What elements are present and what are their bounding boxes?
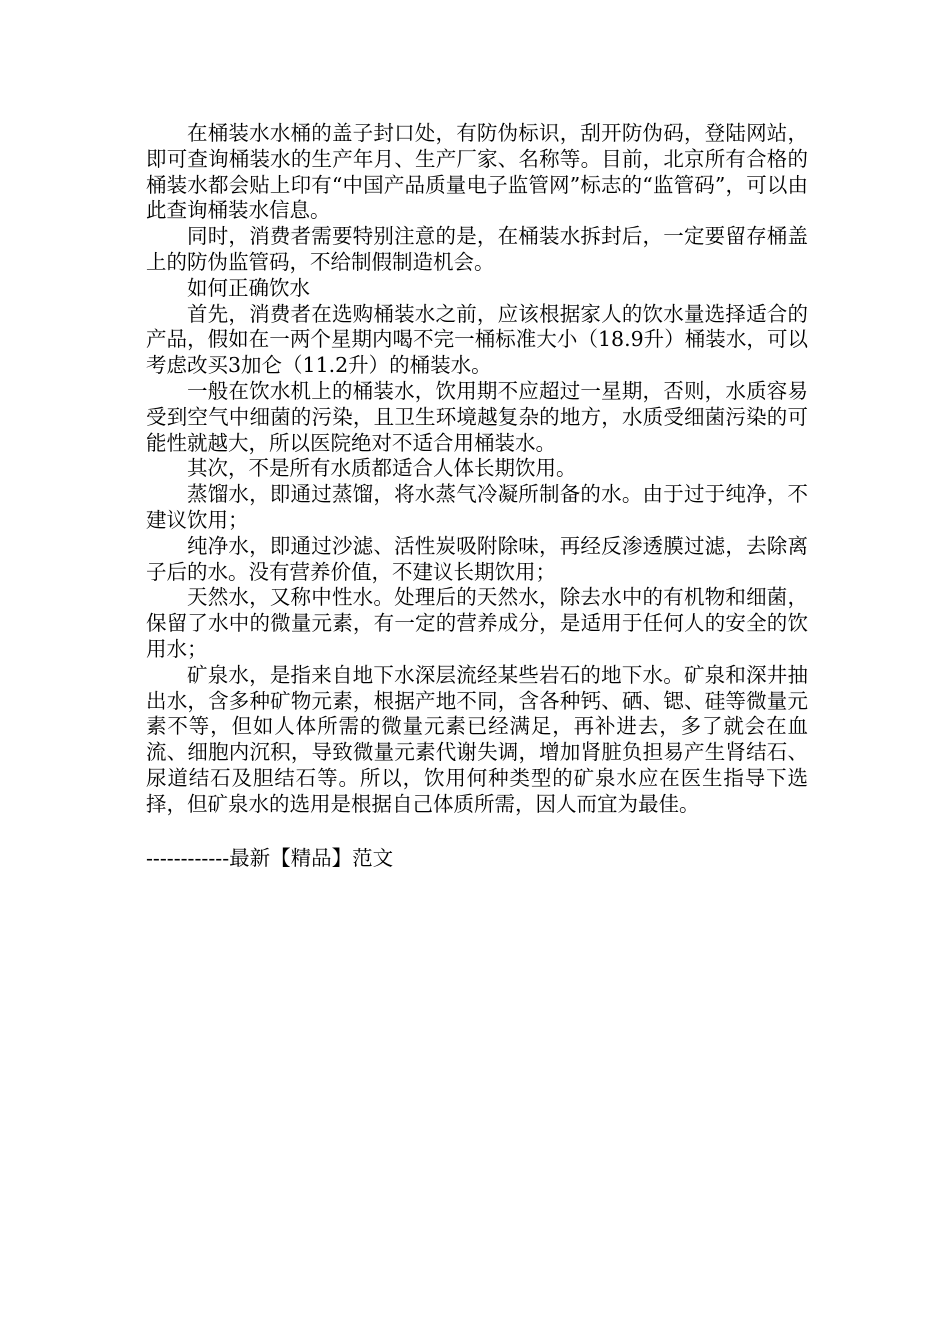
paragraph-choose-product: 首先，消费者在选购桶装水之前，应该根据家人的饮水量选择适合的产品，假如在一两个星期内喝不完一桶标准大小（18.9升）桶装水，可以考虑改买3加仑（11.2升）的桶装水。 xyxy=(146,301,808,378)
paragraph-usage-period: 一般在饮水机上的桶装水，饮用期不应超过一星期，否则，水质容易受到空气中细菌的污染，且卫生环境越复杂的地方，水质受细菌污染的可能性就越大，所以医院绝对不适合用桶装水。 xyxy=(146,378,808,455)
footer-caption: ------------最新【精品】范文 xyxy=(146,846,394,870)
paragraph-purified-water: 纯净水，即通过沙滤、活性炭吸附除味，再经反渗透膜过滤，去除离子后的水。没有营养价值，不建议长期饮用； xyxy=(146,533,808,584)
paragraph-keep-code: 同时，消费者需要特别注意的是，在桶装水拆封后，一定要留存桶盖上的防伪监管码，不给制假制造机会。 xyxy=(146,224,808,274)
paragraph-distilled-water: 蒸馏水，即通过蒸馏，将水蒸气冷凝所制备的水。由于过于纯净，不建议饮用； xyxy=(146,482,808,532)
paragraph-water-quality: 其次，不是所有水质都适合人体长期饮用。 xyxy=(187,456,577,481)
document-body xyxy=(146,121,808,818)
paragraph-anti-counterfeit-code: 在桶装水水桶的盖子封口处，有防伪标识，刮开防伪码，登陆网站，即可查询桶装水的生产年月、生产厂家、名称等。目前，北京所有合格的桶装水都会贴上印有“中国产品质量电子监管网”标志的“监管码”，可以由此查询桶装水信息。 xyxy=(146,121,808,223)
paragraph-natural-water: 天然水，又称中性水。处理后的天然水，除去水中的有机物和细菌，保留了水中的微量元素，有一定的营养成分，是适用于任何人的安全的饮用水； xyxy=(146,585,808,661)
section-heading-how-to-drink: 如何正确饮水 xyxy=(187,275,310,300)
paragraph-mineral-water: 矿泉水，是指来自地下水深层流经某些岩石的地下水。矿泉和深井抽出水，含多种矿物元素，根据产地不同，含各种钙、硒、锶、硅等微量元素不等，但如人体所需的微量元素已经满足，再补进去，多了就会在血流、细胞内沉积，导致微量元素代谢失调，增加肾脏负担易产生肾结石、尿道结石及胆结石等。所以，饮用何种类型的矿泉水应在医生指导下选择，但矿泉水的选用是根据自己体质所需，因人而宜为最佳。 xyxy=(146,662,808,816)
